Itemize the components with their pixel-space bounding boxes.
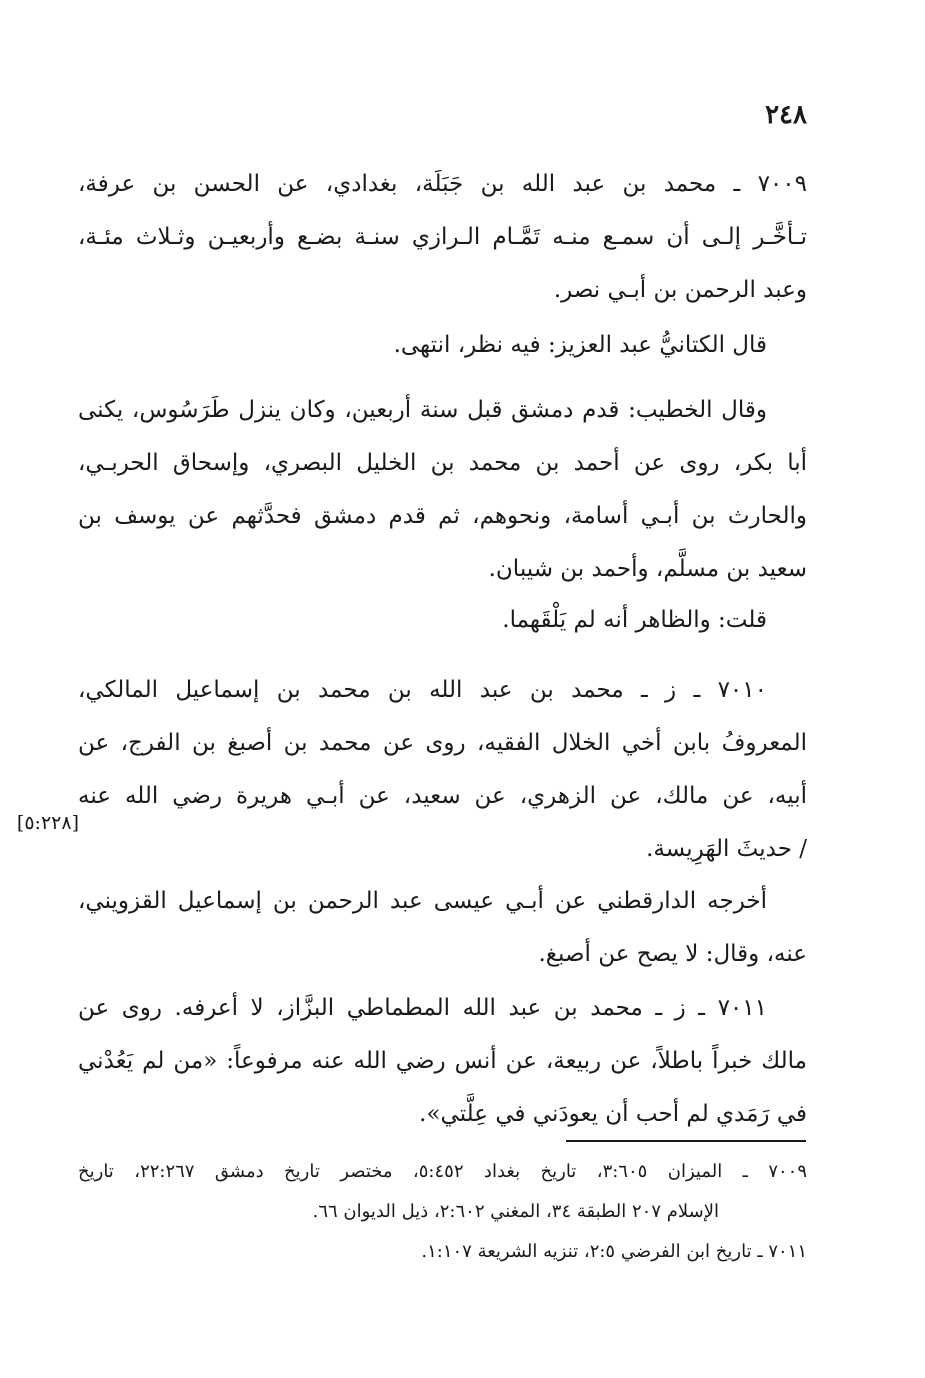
footnote-line: ٧٠٠٩ ـ الميزان ٣:٦٠٥، تاريخ بغداد ٥:٤٥٢، مختصر تاريخ دمشق ٢٢:٢٦٧، تاريخ <box>78 1161 807 1182</box>
entry-7010 <box>78 664 807 876</box>
text-line: عنه، وقال: لا يصح عن أصبغ. <box>538 941 807 967</box>
page-number: ٢٤٨ <box>765 100 807 130</box>
text-line: ٧٠١١ ـ ز ـ محمد بن عبد الله المطماطي البزَّاز، لا أعرفه. روى عن <box>78 995 767 1021</box>
text-line: والحارث بن أبـي أسامة، ونحوهم، ثم قدم دمشق فحدَّثهم عن يوسف بن <box>78 503 807 529</box>
paragraph-khatib <box>78 384 807 596</box>
text-line: أبيه، عن مالك، عن الزهري، عن سعيد، عن أبـي هريرة رضي الله عنه <box>78 783 807 809</box>
paragraph-daraqutni <box>78 875 807 981</box>
text-line: قلت: والظاهر أنه لم يَلْقَهما. <box>502 607 767 633</box>
text-line: أبا بكر، روى عن أحمد بن محمد بن الخليل البصري، وإسحاق الحربـي، <box>78 450 807 476</box>
text-line: المعروفُ بابن أخي الخلال الفقيه، روى عن محمد بن أصبغ بن الفرج، عن <box>78 730 807 756</box>
footnote-divider <box>566 1140 806 1142</box>
text-line: تـأخَّـر إلـى أن سمـع منـه تَمَّـام الـرازي سنـة بضـع وأربعيـن وثـلاث مئـة، <box>78 224 807 250</box>
text-line: قال الكتانيُّ عبد العزيز: فيه نظر، انتهى. <box>393 332 767 358</box>
paragraph-kattani <box>78 319 807 372</box>
text-line: وعبد الرحمن بن أبـي نصر. <box>553 277 807 303</box>
footnotes <box>78 1152 807 1272</box>
entry-7011 <box>78 982 807 1141</box>
text-line: أخرجه الدارقطني عن أبـي عيسى عبد الرحمن بن إسماعيل القزويني، <box>78 888 767 914</box>
margin-reference: [٥:٢٢٨] <box>16 812 79 834</box>
paragraph-qult <box>78 594 807 647</box>
text-line: ٧٠١٠ ـ ز ـ محمد بن عبد الله بن محمد بن إسماعيل المالكي، <box>78 677 767 703</box>
entry-7009 <box>78 158 807 317</box>
text-line: في رَمَدي لم أحب أن يعودَني في عِلَّتي». <box>419 1101 807 1127</box>
footnote-line: ٧٠١١ ـ تاريخ ابن الفرضي ٢:٥، تنزيه الشريعة ١:١٠٧. <box>421 1241 807 1262</box>
text-line: / حديثَ الهَرِيسة. <box>646 836 807 862</box>
text-line: وقال الخطيب: قدم دمشق قبل سنة أربعين، وكان ينزل طَرَسُوس، يكنى <box>78 397 767 423</box>
text-line: سعيد بن مسلَّم، وأحمد بن شيبان. <box>488 556 807 582</box>
footnote-line: الإسلام ٢٠٧ الطبقة ٣٤، المغني ٢:٦٠٢، ذيل الديوان ٦٦. <box>312 1201 719 1222</box>
text-line: ٧٠٠٩ ـ محمد بن عبد الله بن جَبَلَة، بغدادي، عن الحسن بن عرفة، <box>78 171 807 197</box>
text-line: مالك خبراً باطلاً، عن ربيعة، عن أنس رضي الله عنه مرفوعاً: «من لم يَعُدْني <box>78 1048 808 1074</box>
